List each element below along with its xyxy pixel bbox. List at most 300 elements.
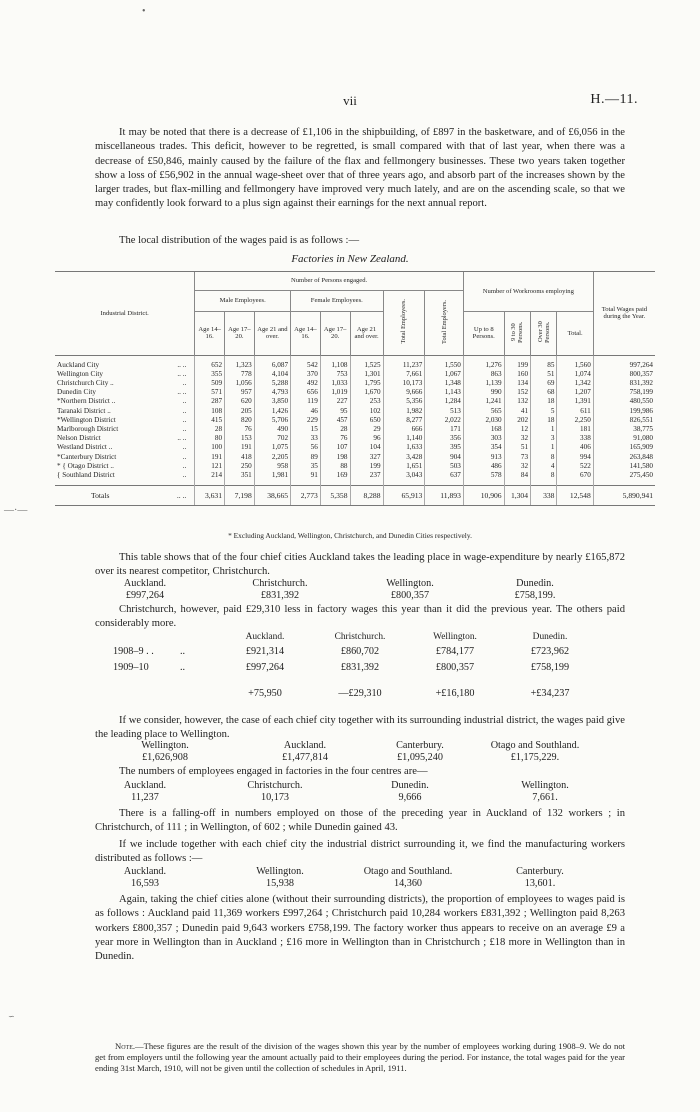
table-cell: 542 — [291, 355, 321, 370]
table-cell: 152 — [504, 388, 530, 397]
header-male-age-21-over: Age 21 and over. — [254, 312, 290, 356]
table-cell: 1,323 — [225, 355, 255, 370]
grid-heading: Wellington. — [141, 740, 189, 751]
table-cell: 41 — [504, 407, 530, 416]
table-cell: 100 — [195, 443, 225, 452]
table-cell: 415 — [195, 416, 225, 425]
table-cell: 56 — [291, 443, 321, 452]
wages-cities — [95, 578, 625, 603]
table-cell: 303 — [463, 434, 504, 443]
grid-heading: Auckland. — [283, 740, 327, 751]
totals-cell: 11,893 — [425, 486, 464, 506]
table-cell: 1,019 — [320, 388, 350, 397]
table-row — [55, 425, 655, 434]
district-label: Westland District .. — [57, 443, 113, 452]
table-cell: 3,850 — [254, 397, 290, 406]
table-cell: 395 — [425, 443, 464, 452]
table-cell: 666 — [383, 425, 425, 434]
table-cell: 214 — [195, 471, 225, 486]
table-cell: 253 — [350, 397, 383, 406]
grid-heading: Auckland. — [123, 578, 167, 589]
district-name — [55, 370, 195, 379]
grid-value: £1,095,240 — [397, 752, 443, 764]
grid-heading: Dunedin. — [516, 578, 554, 589]
table-cell: 3,043 — [383, 471, 425, 486]
falling-off-paragraph: There is a falling-off in numbers employed on those of the preceding year in Auckland of 132 workers ; in Christchurch, of 111 ; in Wellington, of 602 ; while Dunedin gained 43. — [95, 808, 625, 834]
table-cell: 205 — [225, 407, 255, 416]
table-cell: 1,067 — [425, 370, 464, 379]
grid-value: £800,357 — [390, 590, 430, 602]
table-cell: 202 — [504, 416, 530, 425]
header-district: Industrial District. — [55, 272, 195, 356]
district-label: Dunedin City — [57, 388, 96, 397]
table-cell: 637 — [425, 471, 464, 486]
grid-heading: Dunedin. — [391, 780, 429, 791]
table-cell: 4,104 — [254, 370, 290, 379]
table-cell: 89 — [291, 453, 321, 462]
header-female-age-14-16: Age 14–16. — [291, 312, 321, 356]
leader-dots: .. .. — [177, 360, 187, 369]
table-cell: 76 — [320, 434, 350, 443]
table-cell: 670 — [557, 471, 593, 486]
distribution-intro: The local distribution of the wages paid is as follows :— — [119, 235, 360, 246]
leader-dots: .. — [180, 646, 186, 657]
grid-value: 16,593 — [130, 878, 159, 890]
margin-mark: —·— — [4, 505, 28, 516]
comparison-value: £758,199 — [530, 662, 570, 673]
table-cell: 904 — [425, 453, 464, 462]
table-cell: 571 — [195, 388, 225, 397]
table-cell: 153 — [225, 434, 255, 443]
grid-heading: Canterbury. — [516, 866, 564, 877]
table-cell: 338 — [557, 434, 593, 443]
table-cell: 1,276 — [463, 355, 504, 370]
grid-column — [210, 578, 350, 603]
table-cell: 11,237 — [383, 355, 425, 370]
leader-dots: .. — [182, 471, 187, 480]
comparison-value: £831,392 — [340, 662, 380, 673]
table-cell: 165,909 — [593, 443, 655, 452]
table-cell: 198 — [320, 453, 350, 462]
grid-column — [475, 780, 615, 805]
grid-heading: Wellington. — [386, 578, 434, 589]
table-cell: 85 — [531, 355, 557, 370]
grid-column — [75, 578, 215, 603]
leader-dots: .. .. — [177, 388, 187, 397]
district-label: Nelson District — [57, 434, 101, 443]
table-row — [55, 379, 655, 388]
district-label: Auckland City — [57, 360, 100, 369]
grid-value: £1,175,229. — [510, 752, 560, 764]
table-cell: 509 — [195, 379, 225, 388]
district-label: Wellington City — [57, 369, 103, 378]
employees-paragraph: The numbers of employees engaged in factories in the four centres are— — [119, 766, 428, 777]
table-cell: 913 — [463, 453, 504, 462]
table-cell: 95 — [320, 407, 350, 416]
table-cell: 1,342 — [557, 379, 593, 388]
table-cell: 406 — [557, 443, 593, 452]
header-workrooms: Number of Workrooms employing — [463, 272, 593, 312]
table-cell: 18 — [531, 397, 557, 406]
comparison-value: £800,357 — [435, 662, 475, 673]
table-cell: 826,551 — [593, 416, 655, 425]
table-cell: 4,793 — [254, 388, 290, 397]
margin-mark-lower: ∽ — [8, 1012, 15, 1021]
table-cell: 1,108 — [320, 355, 350, 370]
table-cell: 263,848 — [593, 453, 655, 462]
table-cell: 997,264 — [593, 355, 655, 370]
table-cell: 46 — [291, 407, 321, 416]
table-cell: 160 — [504, 370, 530, 379]
table-cell: 758,199 — [593, 388, 655, 397]
table-cell: 958 — [254, 462, 290, 471]
table-cell: 134 — [504, 379, 530, 388]
comparison-value: £921,314 — [245, 646, 285, 657]
grid-value: £831,392 — [260, 590, 300, 602]
district-label: Taranaki District .. — [57, 406, 111, 415]
employees-centres — [95, 780, 625, 805]
grid-heading: Christchurch. — [252, 578, 308, 589]
table-cell: 287 — [195, 397, 225, 406]
table-cell: 8 — [531, 453, 557, 462]
totals-cell: 338 — [531, 486, 557, 506]
table-cell: 32 — [504, 462, 530, 471]
table-cell: 5 — [531, 407, 557, 416]
table-cell: 565 — [463, 407, 504, 416]
table-cell: 38,775 — [593, 425, 655, 434]
comparison-value: £860,702 — [340, 646, 380, 657]
table-cell: 1,140 — [383, 434, 425, 443]
table-cell: 778 — [225, 370, 255, 379]
grid-value: £1,477,814 — [282, 752, 328, 764]
table-cell: 1 — [531, 425, 557, 434]
table-cell: 2,205 — [254, 453, 290, 462]
header-female: Female Employees. — [291, 291, 383, 312]
table-cell: 753 — [320, 370, 350, 379]
table-cell: 1,033 — [320, 379, 350, 388]
table-cell: 141,580 — [593, 462, 655, 471]
district-wages — [95, 740, 625, 765]
table-cell: 5,706 — [254, 416, 290, 425]
district-label: *Northern District .. — [57, 397, 116, 406]
grid-value: £758,199. — [514, 590, 556, 602]
table-cell: 29 — [350, 425, 383, 434]
header-wages: Total Wages paid during the Year. — [593, 272, 655, 356]
header-up-to-8: Up to 8 Persons. — [463, 312, 504, 356]
table-cell: 8,277 — [383, 416, 425, 425]
table-cell: 1 — [531, 443, 557, 452]
grid-column — [340, 578, 480, 603]
table-cell: 1,056 — [225, 379, 255, 388]
table-cell: 522 — [557, 462, 593, 471]
table-cell: 10,173 — [383, 379, 425, 388]
table-cell: 80 — [195, 434, 225, 443]
table-cell: 578 — [463, 471, 504, 486]
table-cell: 1,074 — [557, 370, 593, 379]
table-cell: 863 — [463, 370, 504, 379]
grid-column — [210, 866, 350, 891]
leader-dots: .. — [182, 443, 187, 452]
table-row — [55, 407, 655, 416]
table-cell: 990 — [463, 388, 504, 397]
table-cell: 492 — [291, 379, 321, 388]
header-total-employers: Total Employers. — [425, 291, 464, 356]
table-cell: 69 — [531, 379, 557, 388]
table-cell: 418 — [225, 453, 255, 462]
totals-row — [55, 486, 655, 506]
table-cell: 227 — [320, 397, 350, 406]
page-number: vii — [343, 93, 357, 108]
totals-label-cell — [55, 486, 195, 506]
note-text: These figures are the result of the division of the wages shown this year by the number of employees working during 1908–9. We do not get from employers until the following year the amount actually paid to their employees during the period. For instance, the total wages paid for the year ending 31st March, 1910, will not be given until the collection of schedules in April, 1911. — [95, 1041, 625, 1073]
grid-value: 10,173 — [260, 792, 289, 804]
table-cell: 611 — [557, 407, 593, 416]
header-male-age-14-16: Age 14–16. — [195, 312, 225, 356]
comparison-paragraph: This table shows that of the four chief cities Auckland takes the leading place in wage-expenditure by nearly £165,872 over its nearest competitor, Christchurch. — [95, 552, 625, 578]
grid-column — [470, 866, 610, 891]
leader-dots: .. .. — [177, 434, 187, 443]
district-name — [55, 462, 195, 471]
table-footnote: * Excluding Auckland, Wellington, Christchurch, and Dunedin Cities respectively. — [228, 531, 472, 540]
leader-dots: .. — [182, 379, 187, 387]
table-cell: 171 — [425, 425, 464, 434]
district-name — [55, 388, 195, 397]
table-cell: 102 — [350, 407, 383, 416]
table-cell: 84 — [504, 471, 530, 486]
table-caption: Factories in New Zealand. — [291, 253, 409, 265]
bullet-mark: • — [142, 6, 146, 17]
table-cell: 68 — [531, 388, 557, 397]
factories-table — [55, 271, 655, 506]
comparison-difference: +£16,180 — [435, 688, 475, 699]
table-cell: 5,288 — [254, 379, 290, 388]
table-cell: 354 — [463, 443, 504, 452]
table-cell: 1,391 — [557, 397, 593, 406]
table-cell: 88 — [320, 462, 350, 471]
leader-dots: .. — [182, 425, 187, 434]
district-name — [55, 434, 195, 443]
district-paragraph: If we consider, however, the case of each chief city together with its surrounding industrial district, the wages paid give the leading place to Wellington. — [95, 715, 625, 741]
grid-heading: Wellington. — [521, 780, 569, 791]
table-cell: 3,428 — [383, 453, 425, 462]
district-name — [55, 425, 195, 434]
district-name — [55, 379, 195, 388]
district-label: *Wellington District — [57, 415, 116, 424]
table-cell: 957 — [225, 388, 255, 397]
table-cell: 76 — [225, 425, 255, 434]
district-name — [55, 443, 195, 452]
table-cell: 490 — [254, 425, 290, 434]
table-cell: 2,030 — [463, 416, 504, 425]
table-cell: 1,426 — [254, 407, 290, 416]
table-cell: 1,207 — [557, 388, 593, 397]
grid-value: £997,264 — [125, 590, 165, 602]
comparison-heading: Christchurch. — [334, 632, 386, 642]
grid-column — [465, 578, 605, 603]
table-cell: 1,525 — [350, 355, 383, 370]
grid-heading: Auckland. — [123, 780, 167, 791]
table-cell: 15 — [291, 425, 321, 434]
totals-cell: 7,198 — [225, 486, 255, 506]
table-cell: 250 — [225, 462, 255, 471]
table-cell: 356 — [425, 434, 464, 443]
district-name — [55, 471, 195, 486]
table-cell: 800,357 — [593, 370, 655, 379]
table-cell: 1,143 — [425, 388, 464, 397]
table-cell: 199 — [504, 355, 530, 370]
comparison-year: 1909–10 — [113, 662, 149, 673]
table-cell: 2,250 — [557, 416, 593, 425]
table-cell: 91,080 — [593, 434, 655, 443]
header-over-30: Over 30 Persons. — [531, 312, 557, 356]
table-cell: 35 — [291, 462, 321, 471]
district-name — [55, 416, 195, 425]
comparison-difference: +75,950 — [248, 688, 282, 699]
leader-dots: .. — [182, 415, 187, 424]
grid-column — [75, 866, 215, 891]
table-cell: 351 — [225, 471, 255, 486]
table-cell: 237 — [350, 471, 383, 486]
table-cell: 831,392 — [593, 379, 655, 388]
table-cell: 457 — [320, 416, 350, 425]
comparison-difference: +£34,237 — [530, 688, 570, 699]
table-cell: 1,301 — [350, 370, 383, 379]
table-cell: 1,670 — [350, 388, 383, 397]
table-cell: 7,661 — [383, 370, 425, 379]
table-cell: 3 — [531, 434, 557, 443]
leader-dots: .. .. — [176, 491, 187, 501]
table-cell: 275,450 — [593, 471, 655, 486]
totals-cell: 5,358 — [320, 486, 350, 506]
table-cell: 1,633 — [383, 443, 425, 452]
table-row — [55, 370, 655, 379]
comparison-year: 1908–9 . . — [113, 646, 154, 657]
table-cell: 2,022 — [425, 416, 464, 425]
comparison-value: £723,962 — [530, 646, 570, 657]
grid-value: 7,661. — [532, 792, 558, 804]
grid-value: £1,626,908 — [142, 752, 188, 764]
table-cell: 91 — [291, 471, 321, 486]
totals-cell: 10,906 — [463, 486, 504, 506]
table-cell: 132 — [504, 397, 530, 406]
table-cell: 650 — [350, 416, 383, 425]
table-cell: 1,981 — [254, 471, 290, 486]
leader-dots: .. — [182, 406, 187, 415]
note-paragraph — [95, 1041, 625, 1074]
table-row — [55, 434, 655, 443]
table-row — [55, 462, 655, 471]
header-male: Male Employees. — [195, 291, 291, 312]
table-cell: 652 — [195, 355, 225, 370]
table-cell: 656 — [291, 388, 321, 397]
table-cell: 73 — [504, 453, 530, 462]
district-name — [55, 407, 195, 416]
district-label: *Canterbury District — [57, 452, 117, 461]
table-cell: 199 — [350, 462, 383, 471]
table-cell: 1,139 — [463, 379, 504, 388]
grid-column — [338, 866, 478, 891]
header-persons-engaged: Number of Persons engaged. — [195, 272, 464, 291]
comparison-heading: Wellington. — [433, 632, 477, 642]
table-row — [55, 355, 655, 370]
table-cell: 191 — [195, 453, 225, 462]
header-female-age-17-20: Age 17–20. — [320, 312, 350, 356]
table-cell: 108 — [195, 407, 225, 416]
totals-cell: 8,288 — [350, 486, 383, 506]
district-label: Christchurch City .. — [57, 379, 114, 387]
table-cell: 702 — [254, 434, 290, 443]
table-cell: 199,986 — [593, 407, 655, 416]
leader-dots: .. .. — [177, 369, 187, 378]
district-name — [55, 397, 195, 406]
table-cell: 119 — [291, 397, 321, 406]
leader-dots: .. — [182, 452, 187, 461]
totals-cell: 5,890,941 — [593, 486, 655, 506]
proportion-paragraph: Again, taking the chief cities alone (without their surrounding districts), the proportion of employees to wages paid is as follows : Auckland paid 11,369 workers £997,264 ; Christchurch paid 10,284 workers £831,392 ; Wellington paid 8,263 workers £800,357 ; Dunedin paid 9,643 workers £758,199. The factory worker thus appears to receive on an average £9 a year more in Wellington than in Auckland ; £16 more in Wellington than in Christchurch ; £18 more in Wellington than in Dunedin. — [95, 894, 625, 963]
note-label: Note.— — [115, 1041, 144, 1051]
district-label: * { Otago District .. — [57, 461, 114, 470]
table-cell: 994 — [557, 453, 593, 462]
header-total-employees: Total Employees. — [383, 291, 425, 356]
intro-paragraph: It may be noted that there is a decrease of £1,106 in the shipbuilding, of £897 in the basketware, and of £6,056 in the miscellaneous trades. This deficit, however to be regretted, is small compared with that of last year, when there was a decrease of £50,846, mainly caused by the failure of the flax and fellmongery businesses. These two years taken together show a loss of £56,902 in the annual wage-sheet over that of three years ago, and absorb part of the increases shown by the larger trades, but flax-milling and fellmongery have improved very much lately, and are on the ascending scale, so that we may confidently look forward to a plus sign against their earnings for the next annual report. — [95, 127, 625, 210]
table-row — [55, 453, 655, 462]
grid-value: 14,360 — [393, 878, 422, 890]
district-name — [55, 355, 195, 370]
table-cell: 327 — [350, 453, 383, 462]
grid-value: 9,666 — [398, 792, 422, 804]
table-cell: 513 — [425, 407, 464, 416]
leader-dots: .. — [182, 397, 187, 406]
comparison-value: £997,264 — [245, 662, 285, 673]
grid-heading: Wellington. — [256, 866, 304, 877]
leader-dots: .. — [182, 461, 187, 470]
table-cell: 169 — [320, 471, 350, 486]
totals-cell: 38,665 — [254, 486, 290, 506]
grid-heading: Otago and Southland. — [490, 740, 580, 751]
table-cell: 121 — [195, 462, 225, 471]
grid-heading: Auckland. — [123, 866, 167, 877]
table-cell: 1,560 — [557, 355, 593, 370]
totals-cell: 2,773 — [291, 486, 321, 506]
district-label: Marlborough District — [57, 425, 119, 434]
table-cell: 480,550 — [593, 397, 655, 406]
table-cell: 355 — [195, 370, 225, 379]
table-cell: 18 — [531, 416, 557, 425]
table-cell: 620 — [225, 397, 255, 406]
table-cell: 12 — [504, 425, 530, 434]
table-cell: 51 — [531, 370, 557, 379]
table-cell: 1,651 — [383, 462, 425, 471]
table-row — [55, 416, 655, 425]
table-cell: 51 — [504, 443, 530, 452]
table-cell: 32 — [504, 434, 530, 443]
comparison-heading: Dunedin. — [532, 632, 568, 642]
grid-column — [340, 780, 480, 805]
district-label: { Southland District — [57, 471, 115, 480]
grid-column — [205, 780, 345, 805]
table-cell: 5,356 — [383, 397, 425, 406]
totals-label: Totals — [91, 491, 110, 501]
table-cell: 503 — [425, 462, 464, 471]
table-cell: 33 — [291, 434, 321, 443]
table-row — [55, 397, 655, 406]
workers-districts — [95, 866, 625, 891]
grid-column — [465, 740, 605, 765]
table-cell: 820 — [225, 416, 255, 425]
table-body — [55, 355, 655, 506]
district-name — [55, 453, 195, 462]
table-row — [55, 443, 655, 452]
